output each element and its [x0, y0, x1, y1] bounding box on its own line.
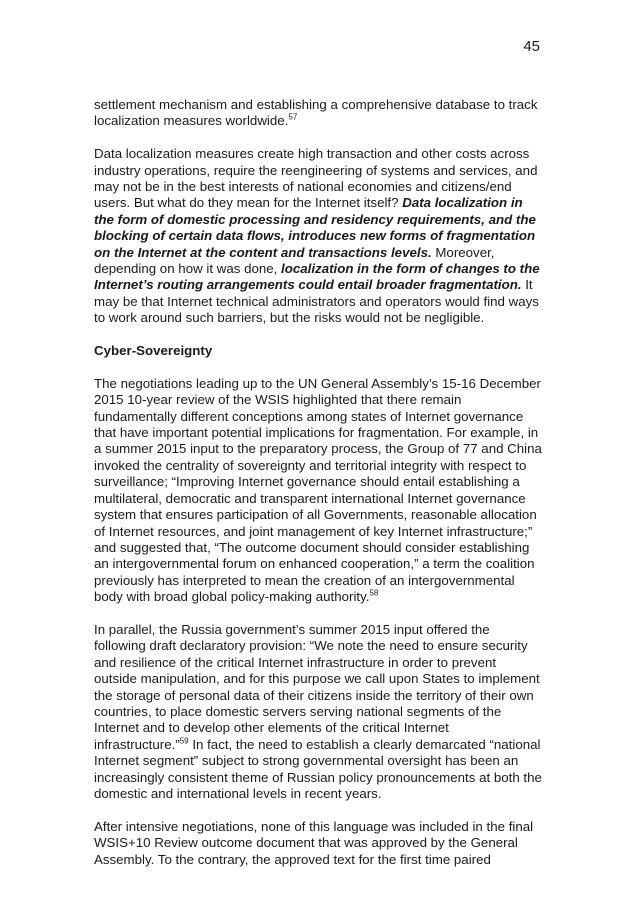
paragraph-text: Data localization measures create high transaction and other costs across industry operations, require the reengineering of systems and services, and may not be in the best interests of national economies and citizens/end users. But what do they mean for the Internet itself? — [94, 146, 538, 211]
paragraph-5 — [94, 819, 542, 868]
page-number: 45 — [523, 38, 540, 55]
paragraph-text: Moreover, depending on how it was done, — [94, 244, 495, 277]
footnote-ref-58[interactable]: 58 — [369, 588, 379, 598]
paragraph-text: After intensive negotiations, none of this language was included in the final WSIS+10 Review outcome document that was approved by the General Assembly. To the contrary, the approved text for the first time paired — [94, 818, 534, 867]
paragraph-text: The negotiations leading up to the UN General Assembly’s 15-16 December 2015 10-year review of the WSIS highlighted that there remain fundamentally different conceptions among states of Internet governance that have important potential implications for fragmentation. For example, in a summer 2015 input to the preparatory process, the Group of 77 and China invoked the centrality of sovereignty and territorial integrity with respect to surveillance; “Improving Internet governance should entail establishing a multilateral, democratic and transparent international Internet governance system that ensures participation of all Governments, reasonable allocation of Internet resources, and joint management of key Internet infrastructure;” and suggested that, “The outcome document should consider establishing an intergovernmental forum on enhanced cooperation,” a term the coalition previously has interpreted to mean the creation of an intergovernmental body with broad global policy-making authority. — [94, 375, 542, 605]
emphasis-text: localization in the form of changes to the Internet’s routing arrangements could entail broader fragmentation. — [94, 261, 540, 293]
paragraph-1 — [94, 97, 542, 130]
emphasis-text: Data localization in the form of domestic processing and residency requirements, and the blocking of certain data flows, introduces new forms of fragmentation on the Internet at the content and transactions levels. — [94, 195, 536, 260]
paragraph-4 — [94, 622, 542, 802]
footnote-ref-57[interactable]: 57 — [288, 112, 298, 122]
paragraph-2 — [94, 146, 542, 326]
paragraph-text: In parallel, the Russia government’s summer 2015 input offered the following draft declaratory provision: “We note the need to ensure security and resilience of the critical Internet infrastructure in order to prevent outside manipulation, and for this purpose we call upon States to implement the storage of personal data of their citizens inside the territory of their own countries, to place domestic servers serving national segments of the Internet and to develop other elements of the critical Internet infrastructure.” — [94, 621, 540, 752]
paragraph-text: In fact, the need to establish a clearly demarcated “national Internet segment” subject to strong governmental oversight has been an increasingly consistent theme of Russian policy pronouncements at both the domestic and international levels in recent years. — [94, 736, 542, 801]
paragraph-text: It may be that Internet technical administrators and operators would find ways to work around such barriers, but the risks would not be negligible. — [94, 277, 539, 326]
footnote-ref-59[interactable]: 59 — [179, 736, 189, 746]
section-heading: Cyber-Sovereignty — [94, 343, 213, 359]
body-text — [94, 97, 542, 884]
paragraph-text: settlement mechanism and establishing a comprehensive database to track localization measures worldwide. — [94, 97, 538, 129]
paragraph-3 — [94, 376, 542, 606]
